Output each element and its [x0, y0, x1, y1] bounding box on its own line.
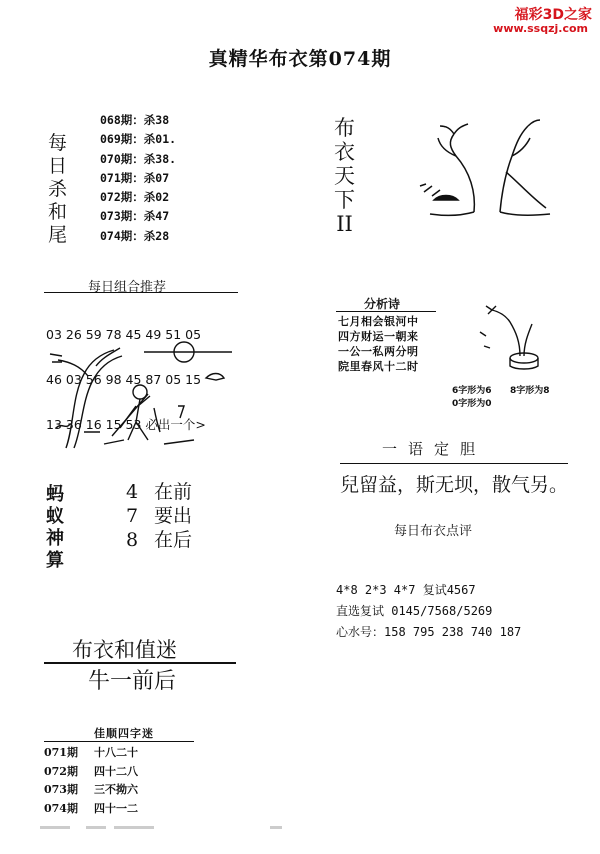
list-item: 069期：杀01.	[100, 132, 177, 147]
label-char: 日	[48, 155, 68, 177]
combo-title: 每日组合推荐	[88, 280, 167, 295]
ant-text: 在前	[154, 481, 193, 503]
ant-num: 7	[126, 505, 139, 527]
label-char: 杀	[48, 178, 68, 200]
ant-god-label	[46, 484, 64, 572]
daily-comment-list	[336, 580, 521, 643]
list-item: 068期：杀38	[100, 113, 170, 127]
label-char: 每	[48, 132, 68, 154]
daily-kill-list	[100, 111, 176, 246]
label-char: II	[336, 212, 353, 236]
list-item: 073期：杀47	[100, 209, 170, 224]
list-item: 074期：杀28	[100, 228, 170, 243]
analysis-poem	[338, 314, 419, 374]
label-char: 蚂	[46, 484, 64, 505]
list-item	[44, 800, 138, 819]
label-char: 衣	[334, 140, 355, 164]
ant-row	[126, 504, 192, 528]
list-item	[44, 781, 138, 800]
label-char: 下	[334, 188, 355, 212]
bonsai-illustration	[476, 302, 556, 374]
combo-row: 03 26 59 78 45 49 51 05	[46, 327, 202, 342]
ant-num: 4	[126, 481, 139, 503]
divider	[44, 292, 238, 293]
label-char: 蚁	[46, 506, 64, 527]
period: 074期	[44, 801, 78, 815]
combo-row: 46 03 56 98 45 87 05 15	[46, 372, 202, 387]
poem-line: 院里春风十二时	[338, 360, 419, 373]
value-riddle-answer: 牛一前后	[88, 669, 177, 694]
scan-artifact	[0, 818, 600, 838]
divider	[340, 463, 568, 464]
ant-num: 8	[126, 529, 139, 551]
site-url[interactable]: www.ssqzj.com	[493, 22, 588, 35]
label-char: 天	[334, 164, 355, 188]
four-char-list	[44, 744, 138, 818]
divider	[44, 741, 194, 742]
period: 071期	[44, 746, 78, 759]
poem-line: 一公一私两分明	[338, 345, 419, 358]
period: 072期	[44, 764, 78, 778]
poem-line: 四方财运一朝来	[338, 330, 419, 343]
shape-note: 8字形为8	[510, 386, 550, 396]
ant-row	[126, 528, 192, 552]
comment-line: 直选复试 0145/7568/5269	[336, 604, 493, 618]
one-word-title: 一语定胆	[382, 440, 487, 458]
list-item: 072期：杀02	[100, 190, 170, 205]
tree-illustration	[410, 112, 560, 224]
riddle-text: 三不拗六	[94, 783, 138, 796]
riddle-text: 十八二十	[94, 746, 138, 759]
four-char-title: 佳顺四字迷	[94, 727, 154, 740]
site-brand: 福彩3D之家	[514, 7, 592, 23]
one-word-text: 兒留益，斯无坝，散气另。	[340, 474, 569, 496]
combo-row: 13 36 16 15 53 必出一个>	[46, 417, 206, 432]
ant-god-rows	[126, 480, 192, 552]
page-title: 真精华布衣第074期	[208, 48, 392, 70]
riddle-text: 四十一二	[94, 801, 138, 815]
label-char: 算	[46, 550, 64, 571]
riddle-text: 四十二八	[94, 764, 138, 778]
poem-line: 七月相会银河中	[338, 315, 419, 328]
label-char: 和	[48, 201, 68, 223]
period: 073期	[44, 783, 78, 796]
buyi-tianxia-label	[334, 116, 355, 236]
comment-line: 心水号：158 795 238 740 187	[336, 625, 522, 639]
ant-row	[126, 480, 192, 504]
sweeper-illustration	[44, 336, 244, 454]
comment-line: 4*8 2*3 4*7 复试4567	[336, 583, 476, 597]
divider	[336, 311, 436, 312]
label-char: 尾	[48, 224, 68, 246]
list-item	[44, 744, 138, 763]
list-item: 071期：杀07	[100, 170, 170, 185]
ant-text: 在后	[154, 529, 193, 551]
ant-text: 要出	[154, 505, 193, 527]
shape-note: 6字形为6	[452, 386, 492, 396]
list-item: 070期：杀38.	[100, 151, 177, 166]
analysis-poem-title: 分析诗	[364, 297, 401, 311]
daily-kill-label	[48, 132, 67, 247]
label-char: 布	[334, 116, 355, 140]
list-item	[44, 763, 138, 782]
shape-note: 0字形为0	[452, 399, 492, 409]
label-char: 神	[46, 528, 64, 549]
value-riddle-heading: 布衣和值迷	[72, 638, 177, 662]
daily-comment-title: 每日布衣点评	[394, 524, 473, 539]
